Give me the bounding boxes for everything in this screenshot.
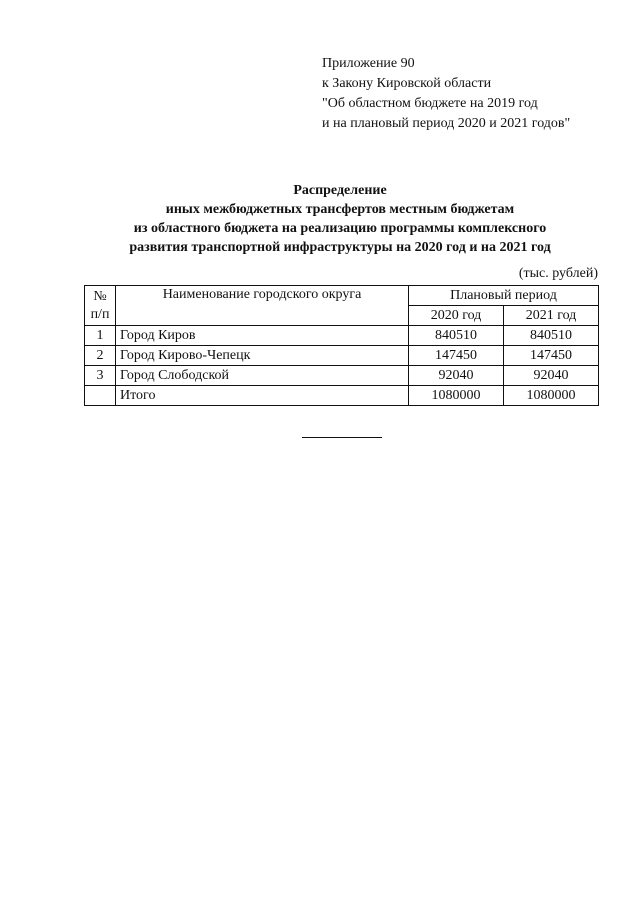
row-value-2021: 92040 <box>504 366 599 386</box>
table-row <box>85 366 599 386</box>
title-line: иных межбюджетных трансфертов местным бюджетам <box>165 202 515 217</box>
units-label: (тыс. рублей) <box>518 266 598 281</box>
appendix-line: и на плановый период 2020 и 2021 годов" <box>322 116 571 131</box>
appendix-line: Приложение 90 <box>322 56 415 71</box>
header-number-symbol: № <box>93 288 107 304</box>
table-total-row <box>85 386 599 406</box>
row-number: 3 <box>85 366 116 386</box>
header-number-cell <box>85 286 116 326</box>
title-line: из областного бюджета на реализацию программы комплексного <box>133 221 547 236</box>
table-header-row <box>85 286 599 306</box>
total-label: Итого <box>116 386 409 406</box>
total-value-2020: 1080000 <box>409 386 504 406</box>
header-name-cell: Наименование городского округа <box>116 286 409 326</box>
title-line: развития транспортной инфраструктуры на 2020 год и на 2021 год <box>129 240 551 255</box>
row-value-2021: 147450 <box>504 346 599 366</box>
row-value-2021: 840510 <box>504 326 599 346</box>
closing-divider-line <box>302 437 382 438</box>
total-value-2021: 1080000 <box>504 386 599 406</box>
document-title <box>80 181 600 257</box>
distribution-table <box>84 285 599 406</box>
row-number: 1 <box>85 326 116 346</box>
header-year-2021: 2021 год <box>504 306 599 326</box>
row-value-2020: 840510 <box>409 326 504 346</box>
row-number: 2 <box>85 346 116 366</box>
header-period-cell: Плановый период <box>409 286 599 306</box>
appendix-line: к Закону Кировской области <box>322 76 492 91</box>
table-row <box>85 326 599 346</box>
row-city-name: Город Кирово-Чепецк <box>116 346 409 366</box>
header-year-2020: 2020 год <box>409 306 504 326</box>
title-line: Распределение <box>293 183 387 198</box>
row-value-2020: 92040 <box>409 366 504 386</box>
row-value-2020: 147450 <box>409 346 504 366</box>
row-city-name: Город Киров <box>116 326 409 346</box>
appendix-block <box>322 54 570 134</box>
appendix-line: "Об областном бюджете на 2019 год <box>322 96 538 111</box>
row-city-name: Город Слободской <box>116 366 409 386</box>
table-row <box>85 346 599 366</box>
total-number-empty <box>85 386 116 406</box>
header-number-abbrev: п/п <box>90 306 110 322</box>
